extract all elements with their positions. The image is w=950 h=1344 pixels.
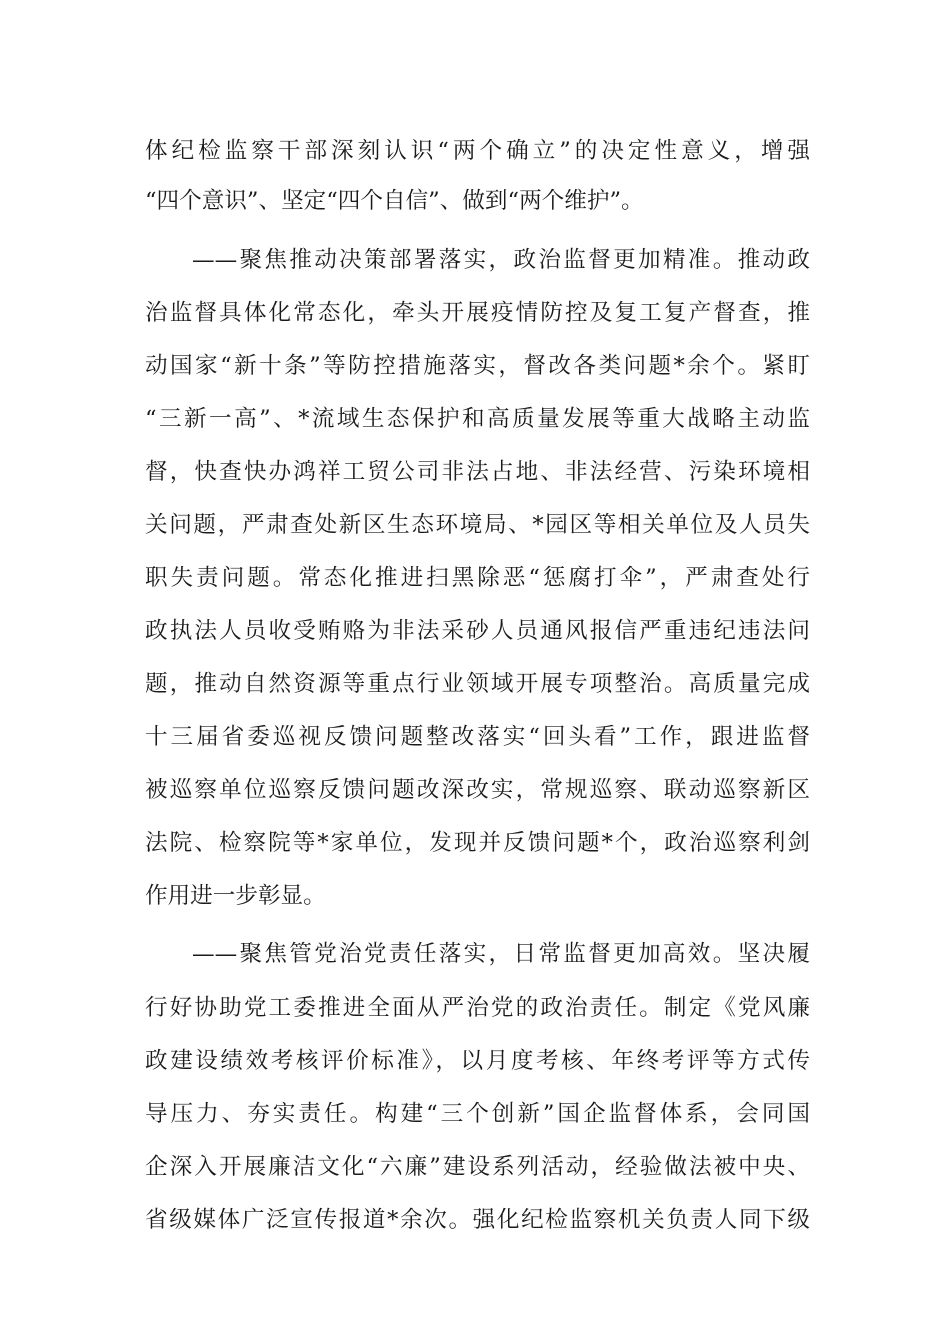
text-line: 十三届省委巡视反馈问题整改落实“回头看”工作，跟进监督 <box>145 724 810 750</box>
text-line: 导压力、夯实责任。构建“三个创新”国企监督体系，会同国 <box>145 1101 810 1127</box>
text-line: 法院、检察院等*家单位，发现并反馈问题*个，政治巡察利剑 <box>145 830 810 856</box>
text-line: 职失责问题。常态化推进扫黑除恶“惩腐打伞”，严肃查处行 <box>145 565 810 591</box>
text-line: 行好协助党工委推进全面从严治党的政治责任。制定《党风廉 <box>145 995 810 1021</box>
text-line: 题，推动自然资源等重点行业领域开展专项整治。高质量完成 <box>145 671 810 697</box>
text-line: 动国家“新十条”等防控措施落实，督改各类问题*余个。紧盯 <box>145 353 810 379</box>
text-line: “三新一高”、*流域生态保护和高质量发展等重大战略主动监 <box>145 406 810 432</box>
text-line: 政建设绩效考核评价标准》，以月度考核、年终考评等方式传 <box>145 1048 810 1074</box>
text-line: 作用进一步彰显。 <box>145 883 326 909</box>
text-line: 企深入开展廉洁文化“六廉”建设系列活动，经验做法被中央、 <box>145 1154 810 1180</box>
paragraph-first-line: ——聚焦推动决策部署落实，政治监督更加精准。推动政 <box>192 247 810 273</box>
text-line: 政执法人员收受贿赂为非法采砂人员通风报信严重违纪违法问 <box>145 618 810 644</box>
text-line: 体纪检监察干部深刻认识“两个确立”的决定性意义，增强 <box>145 138 810 164</box>
text-line: 治监督具体化常态化，牵头开展疫情防控及复工复产督查，推 <box>145 300 810 326</box>
text-line: 督，快查快办鸿祥工贸公司非法占地、非法经营、污染环境相 <box>145 459 810 485</box>
text-line: 省级媒体广泛宣传报道*余次。强化纪检监察机关负责人同下级 <box>145 1207 810 1233</box>
text-line: “四个意识”、坚定“四个自信”、做到“两个维护”。 <box>145 188 644 214</box>
text-line: 被巡察单位巡察反馈问题改深改实，常规巡察、联动巡察新区 <box>145 777 810 803</box>
paragraph-first-line: ——聚焦管党治党责任落实，日常监督更加高效。坚决履 <box>192 941 810 967</box>
text-line: 关问题，严肃查处新区生态环境局、*园区等相关单位及人员失 <box>145 512 810 538</box>
